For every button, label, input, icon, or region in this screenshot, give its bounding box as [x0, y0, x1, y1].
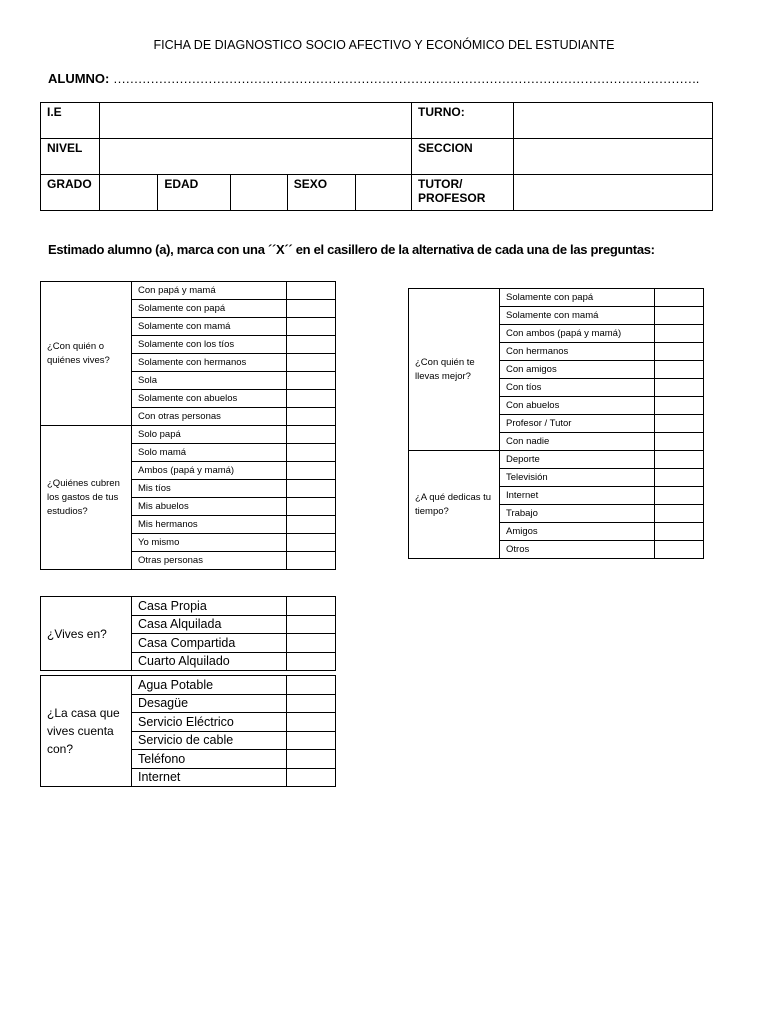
option-row — [409, 289, 704, 307]
turno-label: TURNO: — [412, 103, 514, 139]
answer-checkbox[interactable] — [655, 469, 704, 487]
answer-checkbox[interactable] — [655, 487, 704, 505]
answer-checkbox[interactable] — [655, 361, 704, 379]
edad-field[interactable] — [230, 175, 287, 211]
student-name-line — [48, 71, 699, 86]
option-label: Ambos (papá y mamá) — [132, 462, 287, 480]
answer-checkbox[interactable] — [287, 390, 336, 408]
option-label: Servicio de cable — [132, 731, 287, 750]
answer-checkbox[interactable] — [655, 397, 704, 415]
option-label: Solamente con mamá — [500, 307, 655, 325]
answer-checkbox[interactable] — [655, 415, 704, 433]
option-row — [409, 451, 704, 469]
answer-checkbox[interactable] — [287, 652, 336, 671]
option-label: Agua Potable — [132, 676, 287, 695]
option-label: Desagüe — [132, 694, 287, 713]
turno-field[interactable] — [514, 103, 713, 139]
seccion-field[interactable] — [514, 139, 713, 175]
option-label: Casa Compartida — [132, 634, 287, 653]
tutor-label-line1: TUTOR/ — [418, 177, 463, 191]
option-label: Solamente con los tíos — [132, 336, 287, 354]
answer-checkbox[interactable] — [287, 597, 336, 616]
option-label: Mis abuelos — [132, 498, 287, 516]
answer-checkbox[interactable] — [287, 750, 336, 769]
answer-checkbox[interactable] — [287, 552, 336, 570]
answer-checkbox[interactable] — [655, 343, 704, 361]
answer-checkbox[interactable] — [287, 480, 336, 498]
answer-checkbox[interactable] — [655, 433, 704, 451]
answer-checkbox[interactable] — [287, 462, 336, 480]
option-label: Servicio Eléctrico — [132, 713, 287, 732]
answer-checkbox[interactable] — [287, 676, 336, 695]
answer-checkbox[interactable] — [655, 505, 704, 523]
option-label: Con amigos — [500, 361, 655, 379]
option-label: Con nadie — [500, 433, 655, 451]
question-label: ¿Quiénes cubren los gastos de tus estudios? — [41, 426, 132, 570]
option-label: Yo mismo — [132, 534, 287, 552]
option-label: Solamente con papá — [132, 300, 287, 318]
answer-checkbox[interactable] — [287, 516, 336, 534]
question-label: ¿Con quién o quiénes vives? — [41, 282, 132, 426]
option-label: Otras personas — [132, 552, 287, 570]
option-label: Casa Propia — [132, 597, 287, 616]
grado-field[interactable] — [100, 175, 158, 211]
option-label: Deporte — [500, 451, 655, 469]
housing-table — [40, 596, 336, 787]
sexo-label: SEXO — [287, 175, 355, 211]
answer-checkbox[interactable] — [287, 615, 336, 634]
option-label: Sola — [132, 372, 287, 390]
option-label: Con tíos — [500, 379, 655, 397]
option-label: Con hermanos — [500, 343, 655, 361]
answer-checkbox[interactable] — [287, 318, 336, 336]
option-row — [41, 282, 336, 300]
answer-checkbox[interactable] — [655, 307, 704, 325]
option-label: Profesor / Tutor — [500, 415, 655, 433]
option-label: Otros — [500, 541, 655, 559]
option-label: Teléfono — [132, 750, 287, 769]
option-label: Solo papá — [132, 426, 287, 444]
tutor-label-line2: PROFESOR — [418, 191, 486, 205]
option-label: Internet — [132, 768, 287, 787]
option-label: Cuarto Alquilado — [132, 652, 287, 671]
student-name-blank[interactable]: ……………………………………………………………………………………………………………………………. — [113, 71, 699, 86]
option-row — [41, 676, 336, 695]
form-title: FICHA DE DIAGNOSTICO SOCIO AFECTIVO Y ECONÓMICO DEL ESTUDIANTE — [153, 38, 615, 52]
tutor-field[interactable] — [514, 175, 713, 211]
option-label: Solamente con papá — [500, 289, 655, 307]
answer-checkbox[interactable] — [287, 694, 336, 713]
answer-checkbox[interactable] — [287, 444, 336, 462]
ie-field[interactable] — [100, 103, 412, 139]
answer-checkbox[interactable] — [287, 282, 336, 300]
answer-checkbox[interactable] — [287, 731, 336, 750]
student-info-table — [40, 102, 713, 211]
option-label: Amigos — [500, 523, 655, 541]
edad-label: EDAD — [158, 175, 230, 211]
answer-checkbox[interactable] — [655, 523, 704, 541]
option-label: Solo mamá — [132, 444, 287, 462]
student-name-label: ALUMNO: — [48, 71, 113, 86]
option-label: Con abuelos — [500, 397, 655, 415]
option-label: Con otras personas — [132, 408, 287, 426]
ie-label: I.E — [41, 103, 100, 139]
option-label: Con papá y mamá — [132, 282, 287, 300]
nivel-label: NIVEL — [41, 139, 100, 175]
answer-checkbox[interactable] — [287, 426, 336, 444]
answer-checkbox[interactable] — [655, 379, 704, 397]
option-label: Televisión — [500, 469, 655, 487]
answer-checkbox[interactable] — [287, 336, 336, 354]
answer-checkbox[interactable] — [655, 289, 704, 307]
answer-checkbox[interactable] — [287, 713, 336, 732]
option-label: Con ambos (papá y mamá) — [500, 325, 655, 343]
option-label: Trabajo — [500, 505, 655, 523]
seccion-label: SECCION — [412, 139, 514, 175]
answer-checkbox[interactable] — [287, 534, 336, 552]
option-label: Solamente con hermanos — [132, 354, 287, 372]
option-label: Mis hermanos — [132, 516, 287, 534]
option-label: Mis tíos — [132, 480, 287, 498]
option-label: Solamente con abuelos — [132, 390, 287, 408]
questions-table-right — [408, 288, 704, 559]
option-row — [41, 597, 336, 616]
answer-checkbox[interactable] — [287, 768, 336, 787]
nivel-field[interactable] — [100, 139, 412, 175]
answer-checkbox[interactable] — [655, 541, 704, 559]
answer-checkbox[interactable] — [655, 451, 704, 469]
option-row — [41, 426, 336, 444]
option-label: Internet — [500, 487, 655, 505]
answer-checkbox[interactable] — [287, 408, 336, 426]
tutor-label — [412, 175, 514, 211]
answer-checkbox[interactable] — [287, 498, 336, 516]
question-label: ¿Con quién te llevas mejor? — [409, 289, 500, 451]
option-label: Casa Alquilada — [132, 615, 287, 634]
option-label: Solamente con mamá — [132, 318, 287, 336]
answer-checkbox[interactable] — [287, 372, 336, 390]
instructions: Estimado alumno (a), marca con una ´´X´´ en el casillero de la alternativa de cada una de las preguntas: — [48, 242, 655, 257]
answer-checkbox[interactable] — [287, 354, 336, 372]
answer-checkbox[interactable] — [287, 300, 336, 318]
answer-checkbox[interactable] — [287, 634, 336, 653]
question-label: ¿La casa que vives cuenta con? — [41, 676, 132, 787]
question-label: ¿Vives en? — [41, 597, 132, 671]
grado-label: GRADO — [41, 175, 100, 211]
sexo-field[interactable] — [355, 175, 411, 211]
answer-checkbox[interactable] — [655, 325, 704, 343]
questions-table-left — [40, 281, 336, 570]
question-label: ¿A qué dedicas tu tiempo? — [409, 451, 500, 559]
